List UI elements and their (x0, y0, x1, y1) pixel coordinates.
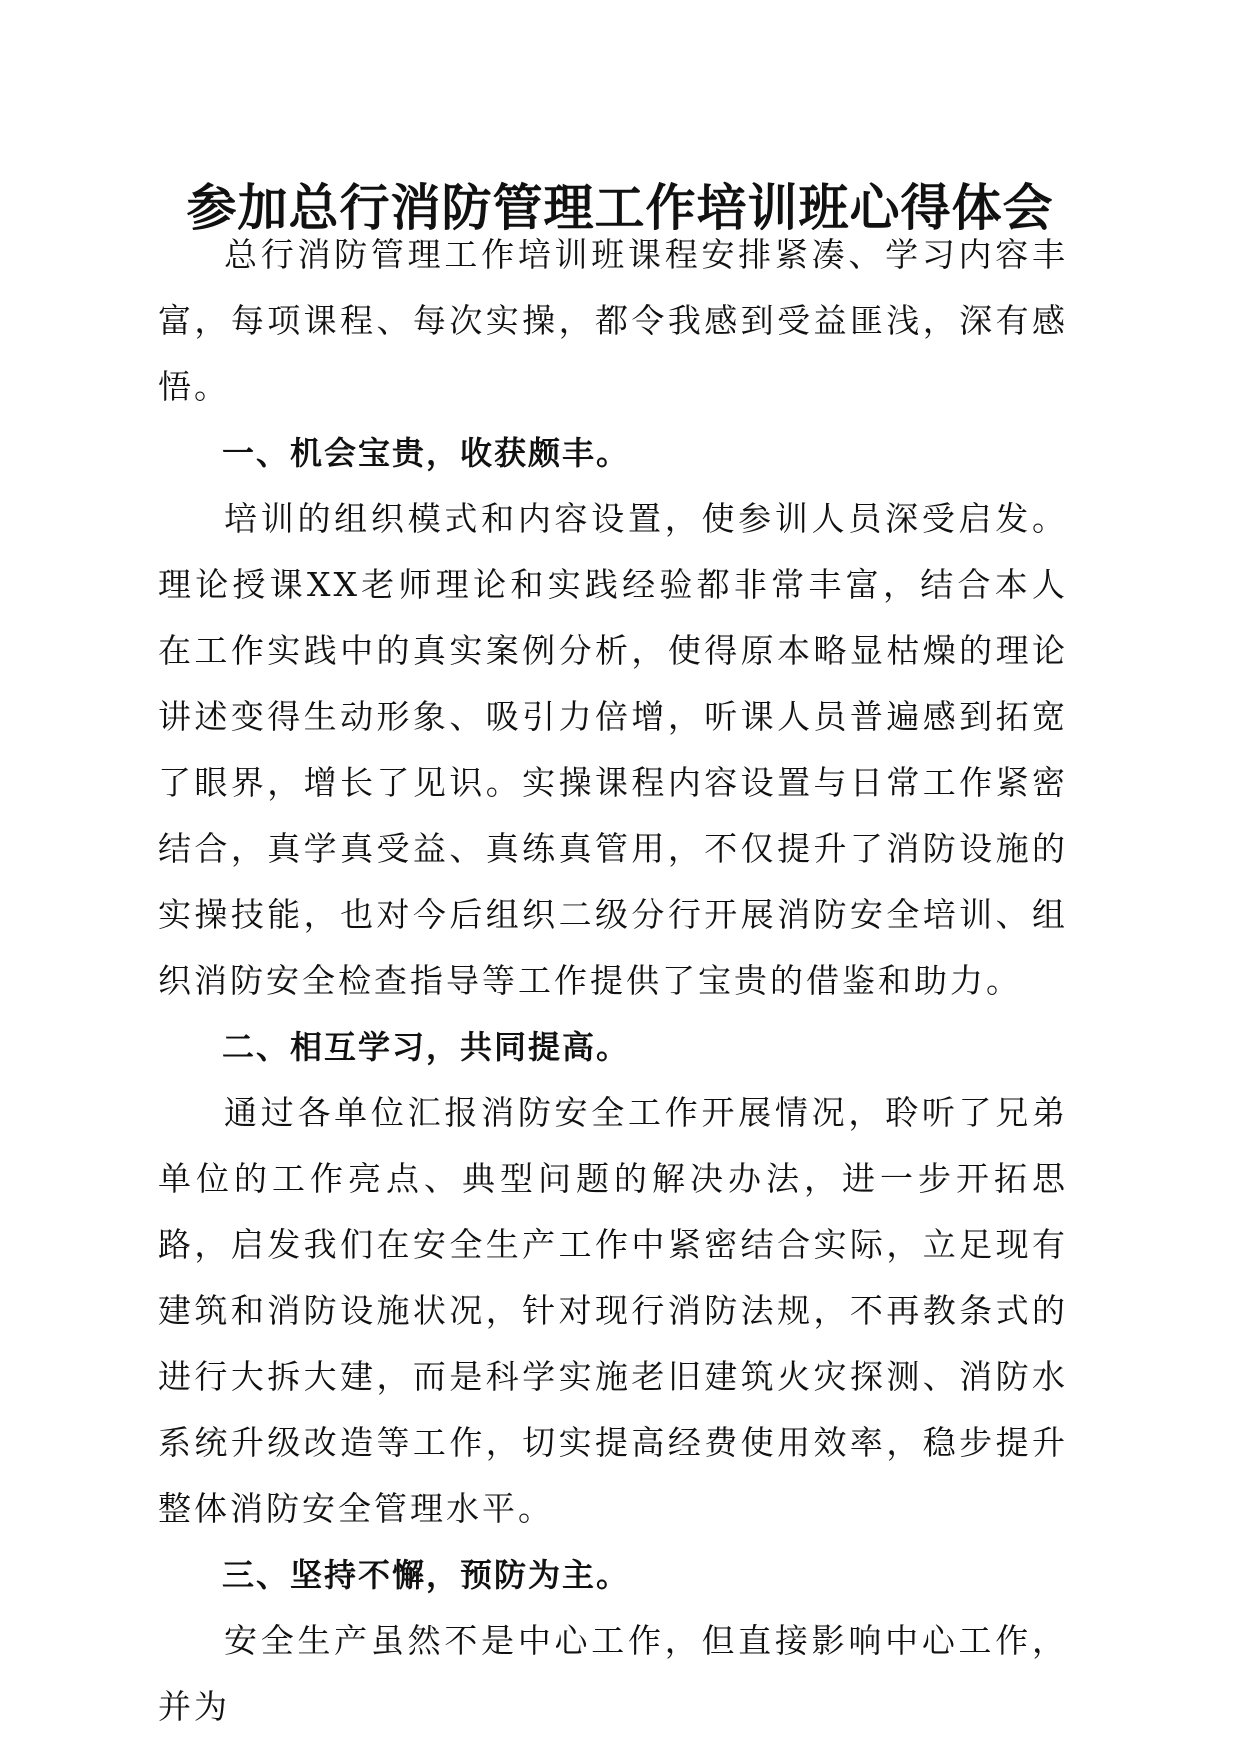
document-body (158, 222, 1068, 1740)
intro-paragraph: 总行消防管理工作培训班课程安排紧凑、学习内容丰富，每项课程、每次实操，都令我感到受益匪浅，深有感悟。 (158, 235, 1068, 406)
section-paragraph-2: 通过各单位汇报消防安全工作开展情况，聆听了兄弟单位的工作亮点、典型问题的解决办法，进一步开拓思路，启发我们在安全生产工作中紧密结合实际，立足现有建筑和消防设施状况，针对现行消防法规，不再教条式的进行大拆大建，而是科学实施老旧建筑火灾探测、消防水系统升级改造等工作，切实提高经费使用效率，稳步提升整体消防安全管理水平。 (158, 1093, 1068, 1528)
section-heading-1: 一、机会宝贵，收获颇丰。 (222, 434, 631, 472)
section-heading-3: 三、坚持不懈，预防为主。 (222, 1556, 631, 1594)
section-heading-2: 二、相互学习，共同提高。 (222, 1028, 631, 1066)
section-paragraph-3: 安全生产虽然不是中心工作，但直接影响中心工作，并为 (158, 1621, 1068, 1726)
section-paragraph-1: 培训的组织模式和内容设置，使参训人员深受启发。理论授课XX老师理论和实践经验都非常丰富，结合本人在工作实践中的真实案例分析，使得原本略显枯燥的理论讲述变得生动形象、吸引力倍增，听课人员普遍感到拓宽了眼界，增长了见识。实操课程内容设置与日常工作紧密结合，真学真受益、真练真管用，不仅提升了消防设施的实操技能，也对今后组织二级分行开展消防安全培训、组织消防安全检查指导等工作提供了宝贵的借鉴和助力。 (158, 499, 1068, 1000)
document-title: 参加总行消防管理工作培训班心得体会 (186, 178, 1054, 237)
